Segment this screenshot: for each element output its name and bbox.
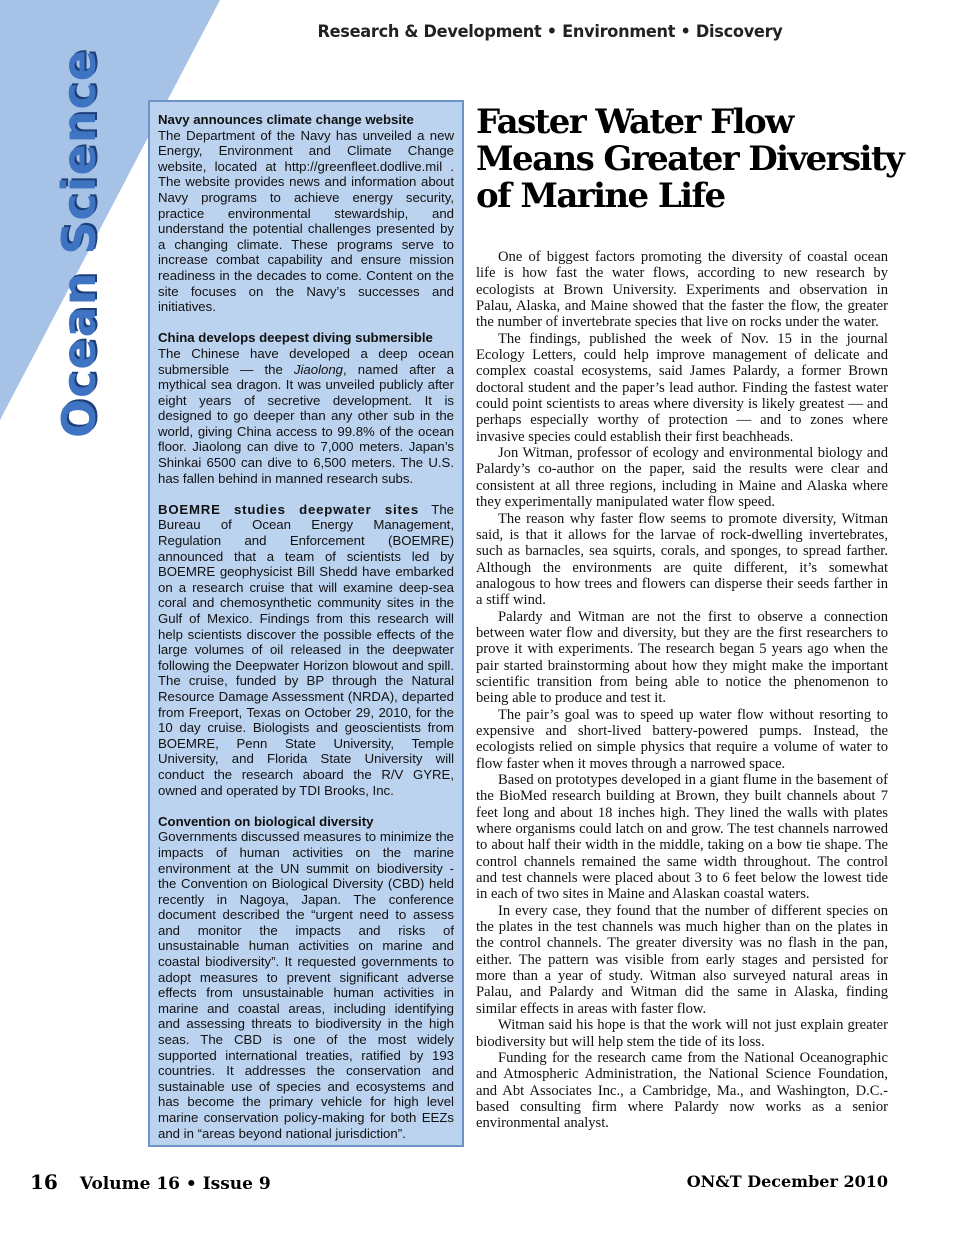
headline-line: of Marine Life (476, 176, 725, 216)
article-paragraph: The findings, published the week of Nov. 15 in the journal Ecology Letters, could help improve management of delicate and complex coastal ecosystems, said James Palardy, a former Brown doctoral student and the paper’s lead author. Finding the fastest water could point scientists to areas where diversity is likely greatest — and perhaps especially worthy of protection — and to zones where invasive species could establish their first beachheads. (476, 330, 888, 445)
article-paragraph: Based on prototypes developed in a giant flume in the basement of the BioMed research building at Brown, they built channels about 7 feet long and about 18 inches high. They lined the walls with plates where organisms could latch on and grow. The test channels narrowed to about half their width in the middle, taking on a bow tie shape. The control channels remained the same width throughout. The control and test channels were placed about 3 to 6 feet below the lowest tide in each of two sites in Maine and Alaskan coastal waters. (476, 772, 888, 903)
headline-line: Means Greater Diversity (476, 139, 904, 179)
sidebar-item-biodiversity-convention (158, 814, 454, 1141)
sidebar-item-body: Governments discussed measures to minimize the impacts of human activities on the marine environment at the UN summit on biodiversity - the Convention on Biological Diversity (CBD) held recently in Nagoya, Japan. The conference document described the “urgent need to assess and monitor the impacts and risks of unsustainable human activities on marine and coastal biodiversity”. It requested governments to adopt measures to prevent significant adverse effects from unsustainable human activities in marine and coastal areas, including identifying and assessing threats to biodiversity in the high seas. The CBD is one of the most widely supported international treaties, ratified by 193 countries. It addresses the conservation and sustainable use of species and ecosystems and has become the primary vehicle for high level marine conservation policy-making for both EEZs and in “areas beyond national jurisdiction”. (158, 829, 454, 1141)
article-body (476, 249, 888, 1132)
article-headline (476, 104, 906, 215)
volume-issue: Volume 16 • Issue 9 (79, 1174, 271, 1194)
footer-left (30, 1170, 271, 1194)
sidebar-item-title: Convention on biological diversity (158, 813, 374, 829)
sidebar-item-body-italic: Jiaolong (293, 361, 344, 377)
sidebar-item-navy-website (158, 112, 454, 315)
news-sidebar (148, 100, 464, 1147)
headline-line: Faster Water Flow (476, 102, 793, 142)
sidebar-item-title: BOEMRE studies deepwater sites (158, 501, 419, 517)
article-paragraph: Witman said his hope is that the work will not just explain greater biodiversity but will help stem the tide of its loss. (476, 1017, 888, 1050)
header-tags: Research & Development • Environment • Discovery (317, 22, 783, 42)
sidebar-item-title: Navy announces climate change website (158, 112, 414, 127)
publication-date: ON&T December 2010 (686, 1172, 888, 1191)
sidebar-item-body: The Bureau of Ocean Energy Management, Regulation and Enforcement (BOEMRE) announced that a team of scientists led by BOEMRE geophysicist Bill Shedd have embarked on a research cruise that will examine deep-sea coral and chemosynthetic community sites in the Gulf of Mexico. Findings from this research will help scientists discover the possible effects of the large volumes of oil released in the deepwater following the Deepwater Horizon blowout and spill. The cruise, funded by BP through the Natural Resource Damage Assessment (NRDA), departed from Freeport, Texas on October 29, 2010, for the 10 day cruise. Biologists and geoscientists from BOEMRE, Penn State University, Temple University, and Florida State University will conduct the research aboard the R/V GYRE, owned and operated by TDI Brooks, Inc. (158, 501, 454, 798)
page-number: 16 (30, 1170, 58, 1194)
sidebar-item-boemre (158, 502, 454, 798)
article-paragraph: The reason why faster flow seems to promote diversity, Witman said, is that it allows for the larvae of rock-dwelling invertebrates, such as barnacles, sea squirts, corals, and sponges, to spread farther. Although the environments are quite different, it’s somewhat analogous to how trees and flowers can disperse their seeds farther in a stiff wind. (476, 510, 888, 609)
sidebar-item-body: The Department of the Navy has unveiled a new Energy, Environment and Climate Change website, located at http://greenfleet.dodlive.mil . The website provides news and information about Navy programs to achieve energy security, practice environmental stewardship, and understand the potential challenges presented by a changing climate. These programs serve to increase combat capability and ensure mission readiness in the decades to come. Content on the site focuses on the Navy’s successes and initiatives. (158, 127, 454, 315)
article-paragraph: Palardy and Witman are not the first to observe a connection between water flow and diversity, but they are the first researchers to prove it with experiments. The research began 5 years ago when the pair started brainstorming about how they might make the important scientific transition from being able to notice the phenomenon to being able to produce and test it. (476, 608, 888, 707)
article-paragraph: One of biggest factors promoting the diversity of coastal ocean life is how fast the water flows, according to new research by ecologists at Brown University. Experiments and observation in Palau, Alaska, and Maine showed that the faster the flow, the greater the number of invertebrate species that live on rocks under the water. (476, 249, 888, 331)
article-paragraph: In every case, they found that the number of different species on the plates in the test channels was much higher than on the plates in the control channels. The greater diversity was no flash in the pan, either. The pattern was visible from early stages and persisted for more than a year of study. Witman also surveyed natural areas in Palau, and Palardy and Witman did the same in Alaska, finding similar effects in areas with faster flow. (476, 902, 888, 1017)
sidebar-item-body: The Chinese have developed a deep ocean submersible — the (158, 345, 454, 377)
article-paragraph: Funding for the research came from the National Oceanographic and Atmospheric Administration, the National Science Foundation, and Abt Associates Inc., a Cambridge, Ma., and Washington, D.C.-based consulting firm where Palardy now works as a senior environmental analyst. (476, 1049, 888, 1132)
section-title-vertical: Ocean Science (52, 49, 106, 438)
article-paragraph: Jon Witman, professor of ecology and environmental biology and Palardy’s co-author on the paper, said the results were clear and consistent at all three regions, including in Maine and Alaska where they experimentally manipulated water flow speed. (476, 445, 888, 511)
article-paragraph: The pair’s goal was to speed up water flow without resorting to expensive and short-lived battery-powered pumps. Instead, the ecologists relied on simple physics that require a volume of water to flow faster when it moves through a narrowed space. (476, 706, 888, 772)
sidebar-item-china-submersible (158, 330, 454, 486)
sidebar-item-body: , named after a mythical sea dragon. It was unveiled publicly after eight years of secretive development. It is designed to go deeper than any other sub in the world, giving China access to 99.8% of the ocean floor. Jiaolong can dive to 7,000 meters. Japan’s Shinkai 6500 can dive to 6,500 meters. The U.S. has fallen behind in manned research subs. (158, 361, 454, 486)
sidebar-item-title: China develops deepest diving submersible (158, 330, 433, 346)
